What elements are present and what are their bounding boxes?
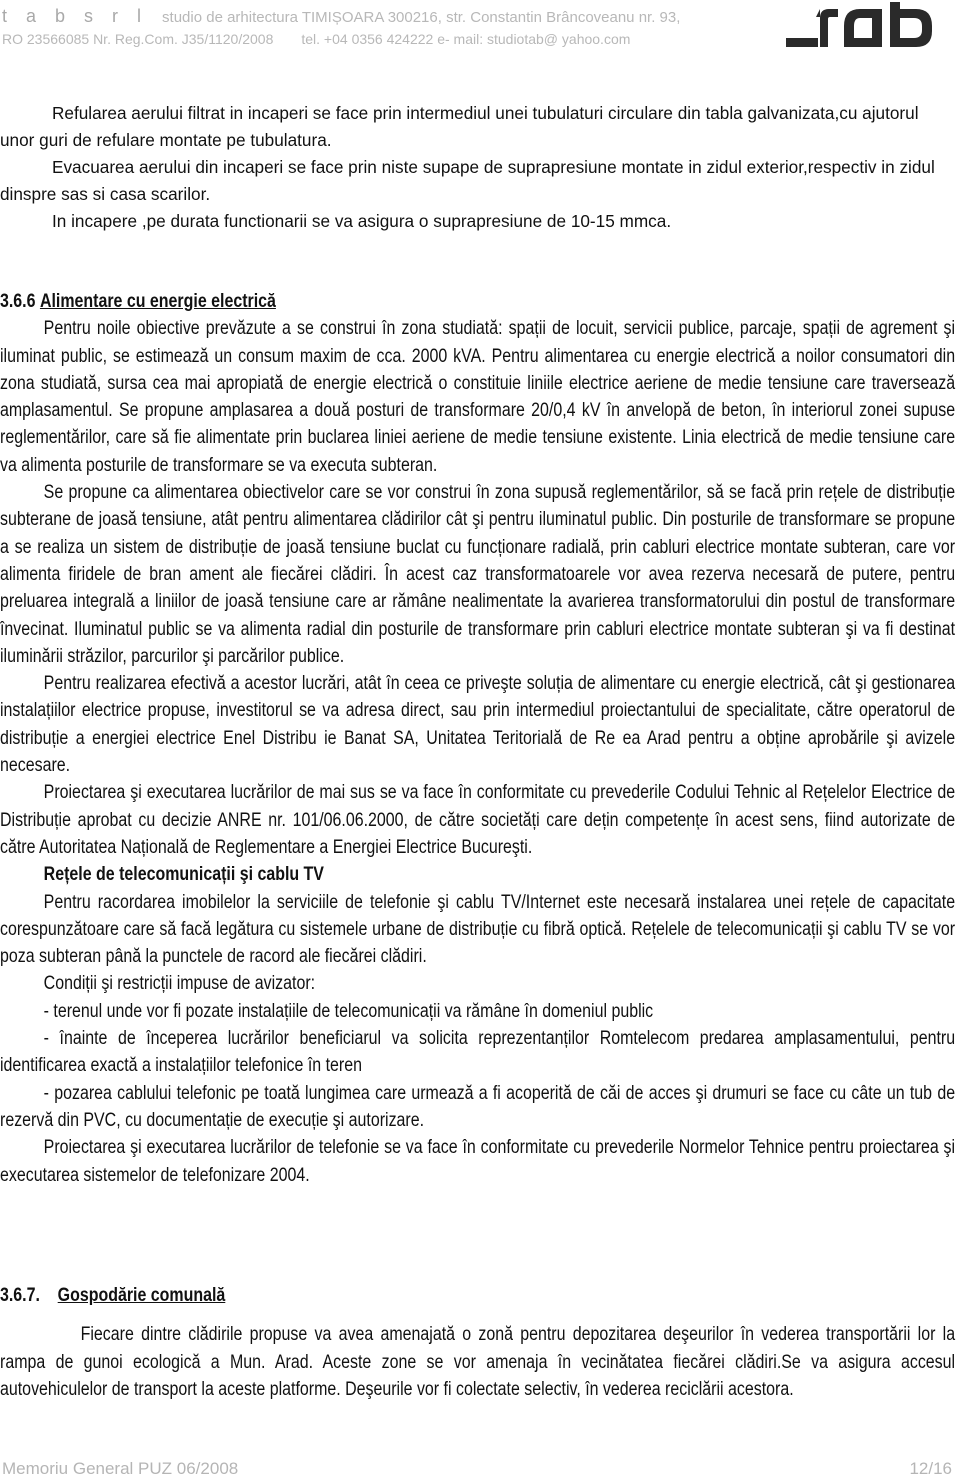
section-number: 3.6.7. [0, 1285, 40, 1306]
letterhead [0, 0, 960, 56]
section-number: 3.6.6 [0, 291, 36, 312]
paragraph: Proiectarea şi executarea lucrărilor de mai sus se va face în conformitate cu prevederile Codului Tehnic al Rețelelor Electrice de Distribuție aprobat cu decizie ANRE nr. 101/06.06.2000, de către societăți care dețin competențe în acest sens, fiind autorizate de către Autoritatea Națională de Reglementare a Energiei Electrice Bucureşti. [0, 782, 956, 858]
tab-logo [786, 0, 958, 52]
list-item: - înainte de începerea lucrărilor beneficiarul va solicita reprezentanților Romtelecom predarea amplasamentului, pentru identificarea exactă a instalațiilor telefonice în teren [0, 1028, 956, 1077]
firm-name: t a b s r l [2, 6, 149, 26]
paragraph: Fiecare dintre clădirile propuse va avea amenajată o zonă pentru depozitarea deşeurilor în vederea transportării lor la rampa de gunoi ecologică a Mun. Arad. Aceste zone se vor amenaja în vecinătatea fiecărei clădiri.Se va asigura accesul autovehiculelor de transport la aceste platforme. Deşeurile vor fi colectate selectiv, în vederea reciclării acestora. [0, 1324, 956, 1400]
contact-info: tel. +04 0356 424222 e- mail: studiotab@ yahoo.com [301, 31, 631, 47]
section-household [0, 1282, 955, 1403]
list-item: - pozarea cablului telefonic pe toată lungimea care urmează a fi acoperită de căi de acces şi drumuri se face cu câte un tub de rezervă din PVC, cu documentație de execuție şi autorizare. [0, 1082, 956, 1131]
paragraph: Pentru realizarea efectivă a acestor lucrări, atât în ceea ce priveşte soluția de alimentare cu energie electrică, cât şi gestionarea instalațiilor electrice propuse, investitorul se va adresa direct, sau prin intermediul proiectantului de specialitate, către operatorul de distribuție a energiei electrice Enel Distribu ie Banat SA, Unitatea Teritorială de Re ea Arad pentru a obține aprobările şi avizele necesare. [0, 673, 956, 777]
section-electric-supply [0, 288, 955, 1189]
letterhead-line-1 [2, 6, 680, 27]
section-heading [0, 1282, 955, 1309]
paragraph: Proiectarea şi executarea lucrărilor de telefonie se va face în conformitate cu prevederile Normelor Tehnice pentru proiectarea şi executarea sistemelor de telefonizare 2004. [0, 1137, 956, 1186]
page-footer [0, 1459, 960, 1481]
document-name: Memoriu General PUZ 06/2008 [2, 1459, 239, 1478]
section-title: Alimentare cu energie electrică [39, 291, 276, 312]
paragraph: Pentru racordarea imobilelor la serviciile de telefonie şi cablu TV/Internet este necesară instalarea unei rețele de capacitate corespunzătoare care să facă legătura cu sistemele urbane de distribuție cu fibră optică. Rețelele de telecomunicații şi cablu TV se vor poza subteran până la punctele de racord ale fiecărei clădiri. [0, 891, 956, 968]
firm-address: studio de arhitectura TIMIȘOARA 300216, str. Constantin Brâncoveanu nr. 93, [162, 9, 681, 26]
paragraph: Se propune ca alimentarea obiectivelor care se vor construi în zona supusă reglementărilor, să se facă prin rețele de distribuție subterane de joasă tensiune, atât pentru alimentarea clădirilor cât şi pentru iluminatul public. Din posturile de transformare se propune a se realiza un sistem de distribuție de joasă tensiune buclat cu funcționare radială, prin cabluri electrice montate subteran, care vor alimenta firidele de bran ament ale fiecărei clădiri. În acest caz transformatoarele vor avea rezerva necesară de putere, pentru preluarea integrală a liniilor de joasă tensiune care ar rămâne nealimentate la avarierea transformatorului din postul de transformare învecinat. Iluminatul public se va alimenta radial din posturile de transformare prin cabluri electrice montate subteran şi va fi destinat iluminării străzilor, parcurilor şi parcărilor publice. [0, 482, 956, 667]
conditions-title: Condiții şi restricții impuse de avizator: [43, 973, 316, 995]
paragraph: Refularea aerului filtrat in incaperi se face prin intermediul unei tubulaturi circulare din tabla galvanizata,cu ajutorul unor guri de refulare montate pe tubulatura. [0, 103, 919, 150]
letterhead-line-2 [2, 31, 630, 47]
section-body [0, 1282, 955, 1403]
subsection-title: Rețele de telecomunicații şi cablu TV [43, 864, 324, 886]
registration-number: RO 23566085 Nr. Reg.Com. J35/1120/2008 [2, 31, 274, 47]
list-item: - terenul unde vor fi pozate instalațiile de telecomunicații va rămâne în domeniul public [43, 1000, 654, 1022]
section-body [0, 288, 955, 1189]
paragraph: In incapere ,pe durata functionarii se va asigura o suprapresiune de 10-15 mmca. [52, 211, 672, 231]
intro-section [0, 100, 955, 235]
paragraph: Evacuarea aerului din incaperi se face prin niste supape de suprapresiune montate in zidul exterior,respectiv in zidul dinspre sas si casa scarilor. [0, 157, 935, 204]
page-number: 12/16 [909, 1459, 952, 1478]
section-title: Gospodărie comunală [57, 1285, 226, 1306]
section-heading [0, 288, 955, 315]
paragraph: Pentru noile obiective prevăzute a se construi în zona studiată: spații de locuit, servicii publice, parcaje, spații de agrement şi iluminat public, se estimează un consum maxim de cca. 2000 kVA. Pentru alimentarea cu energie electrică a noilor consumatori din zona studiată, sursa cea mai apropiată de energie electrică o constituie liniile electrice aeriene de medie tensiune care traversează amplasamentul. Se propune amplasarea a două posturi de transformare 20/0,4 kV în anvelopă de beton, în interiorul zonei supuse reglementărilor, care să fie alimentate prin buclarea liniei aeriene de medie tensiune existente. Linia electrică de medie tensiune care va alimenta posturile de transformare se va executa subteran. [0, 318, 956, 476]
